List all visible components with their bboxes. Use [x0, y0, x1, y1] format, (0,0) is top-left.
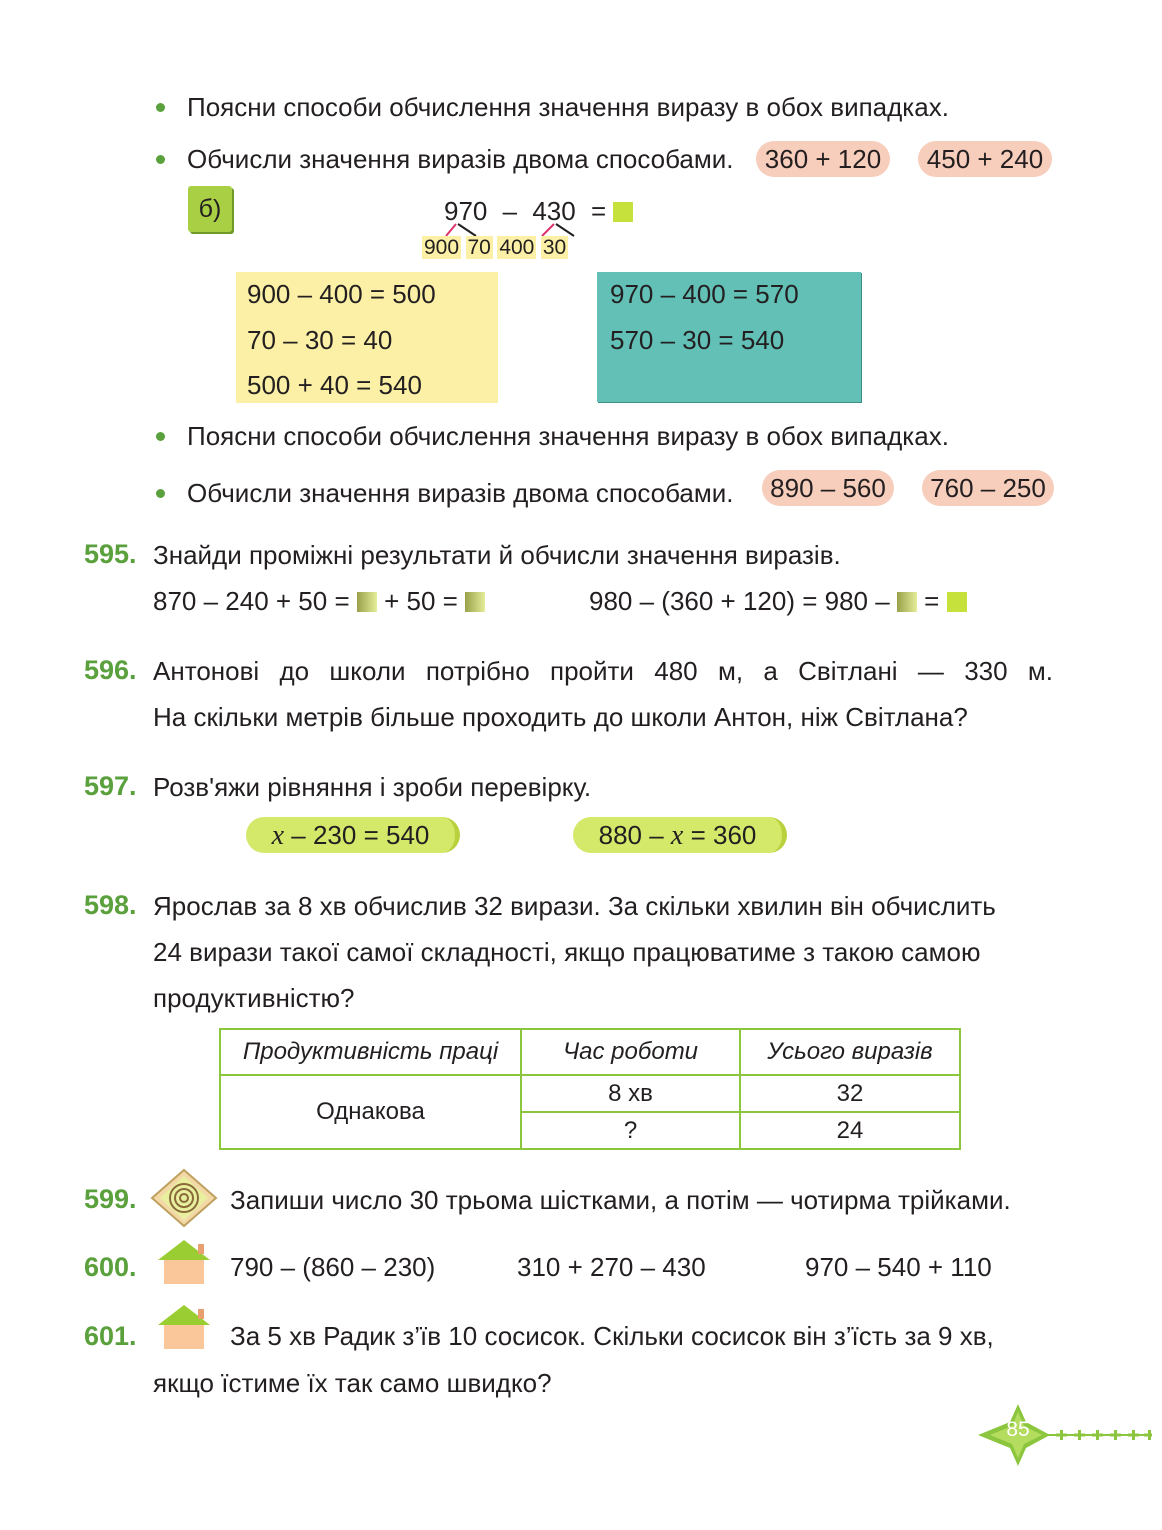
task-text: Розв'яжи рівняння і зроби перевірку. — [153, 772, 592, 802]
expression-part: + 50 = — [384, 586, 458, 616]
split-line — [458, 224, 476, 236]
minuend: 970 — [444, 196, 488, 226]
expression-pill: 760 – 250 — [922, 470, 1054, 506]
task-number: 600. — [84, 1252, 137, 1282]
equation-pill — [246, 817, 460, 853]
answer-box — [613, 202, 633, 222]
bullet-dot — [156, 103, 165, 112]
homework-house-icon — [156, 1303, 212, 1351]
task-text: якщо їстиме їх так само швидко? — [153, 1368, 552, 1398]
table-cell: Однакова — [220, 1075, 521, 1149]
brain-teaser-icon — [150, 1167, 218, 1229]
bullet-dot — [156, 432, 165, 441]
task-number: 599. — [84, 1184, 137, 1214]
task-number: 595. — [84, 539, 137, 569]
calc-line: 570 – 30 = 540 — [610, 325, 785, 355]
split-line — [446, 224, 456, 236]
calc-line: 500 + 40 = 540 — [247, 370, 422, 400]
task-text: Запиши число 30 трьома шістками, а потім — чотирма трійками. — [230, 1185, 1011, 1215]
equals-sign: = — [590, 196, 607, 226]
table-header: Продуктивність праці — [220, 1029, 521, 1075]
equation-text: 880 – — [598, 820, 671, 850]
split-numbers — [422, 236, 568, 260]
data-table — [219, 1028, 961, 1150]
expression-part: = — [924, 586, 940, 616]
split-line — [542, 224, 554, 236]
answer-box — [357, 592, 377, 612]
yellow-method-box — [236, 272, 498, 403]
task-text: Ярослав за 8 хв обчислив 32 вирази. За скільки хвилин він обчислить — [153, 891, 996, 921]
expression: 310 + 270 – 430 — [517, 1252, 706, 1282]
equation-text: = 360 — [683, 820, 757, 850]
expression-part: 870 – 240 + 50 = — [153, 586, 350, 616]
part-b-label — [188, 186, 232, 232]
task-number: 598. — [84, 890, 137, 920]
task-text: На скільки метрів більше проходить до школи Антон, ніж Світлана? — [153, 702, 968, 732]
expression-part: 980 – (360 + 120) = 980 – — [589, 586, 890, 616]
answer-box — [465, 592, 485, 612]
bullet-dot — [156, 155, 165, 164]
variable-x: x — [670, 820, 684, 851]
split-number: 30 — [542, 236, 567, 259]
expression-pill: 360 + 120 — [756, 141, 890, 177]
table-cell: 8 хв — [521, 1075, 740, 1112]
table-header: Час роботи — [521, 1029, 740, 1075]
task-text: 24 вирази такої самої складності, якщо працюватиме з такою самою — [153, 937, 981, 967]
table-cell: 24 — [740, 1112, 960, 1149]
calc-line: 970 – 400 = 570 — [610, 279, 799, 309]
page-number: 85 — [1006, 1418, 1030, 1441]
instruction-text: Поясни способи обчислення значення виразу в обох випадках. — [187, 421, 949, 451]
task-text: Знайди проміжні результати й обчисли значення виразів. — [153, 540, 841, 570]
variable-x: x — [271, 820, 285, 851]
table-header: Усього виразів — [740, 1029, 960, 1075]
equation-pill — [573, 817, 787, 853]
instruction-text: Обчисли значення виразів двома способами. — [187, 144, 734, 174]
task-text: За 5 хв Радик з’їв 10 сосисок. Скільки сосисок він з’їсть за 9 хв, — [230, 1321, 994, 1351]
expression-pill: 450 + 240 — [918, 141, 1052, 177]
expression-pill: 890 – 560 — [762, 470, 894, 506]
subtrahend: 430 — [532, 196, 576, 226]
bullet-dot — [156, 489, 165, 498]
split-line — [556, 224, 574, 236]
part-b-label-text: б) — [198, 195, 222, 223]
instruction-text: Поясни способи обчислення значення виразу в обох випадках. — [187, 92, 949, 122]
instruction-text: Обчисли значення виразів двома способами. — [187, 478, 734, 508]
task-number: 596. — [84, 655, 137, 685]
expression: 790 – (860 – 230) — [230, 1252, 436, 1282]
split-number: 900 — [424, 236, 460, 259]
calc-line: 900 – 400 = 500 — [247, 279, 436, 309]
task-text: продуктивністю? — [153, 983, 355, 1013]
teal-method-box — [597, 272, 861, 402]
expression-line — [153, 586, 485, 616]
minus-sign: – — [502, 196, 518, 226]
task-number: 601. — [84, 1321, 137, 1351]
table-cell: ? — [521, 1112, 740, 1149]
homework-house-icon — [156, 1238, 212, 1286]
calc-line: 70 – 30 = 40 — [247, 325, 393, 355]
task-number: 597. — [84, 771, 137, 801]
equation-text: – 230 = 540 — [284, 820, 430, 850]
answer-box — [947, 592, 967, 612]
expression-line — [589, 586, 967, 616]
answer-box — [897, 592, 917, 612]
split-number: 400 — [499, 236, 535, 259]
expression: 970 – 540 + 110 — [805, 1252, 992, 1282]
split-number: 70 — [467, 236, 491, 259]
task-text: Антонові до школи потрібно пройти 480 м, а Світлані — 330 м. — [153, 656, 1053, 686]
table-cell: 32 — [740, 1075, 960, 1112]
